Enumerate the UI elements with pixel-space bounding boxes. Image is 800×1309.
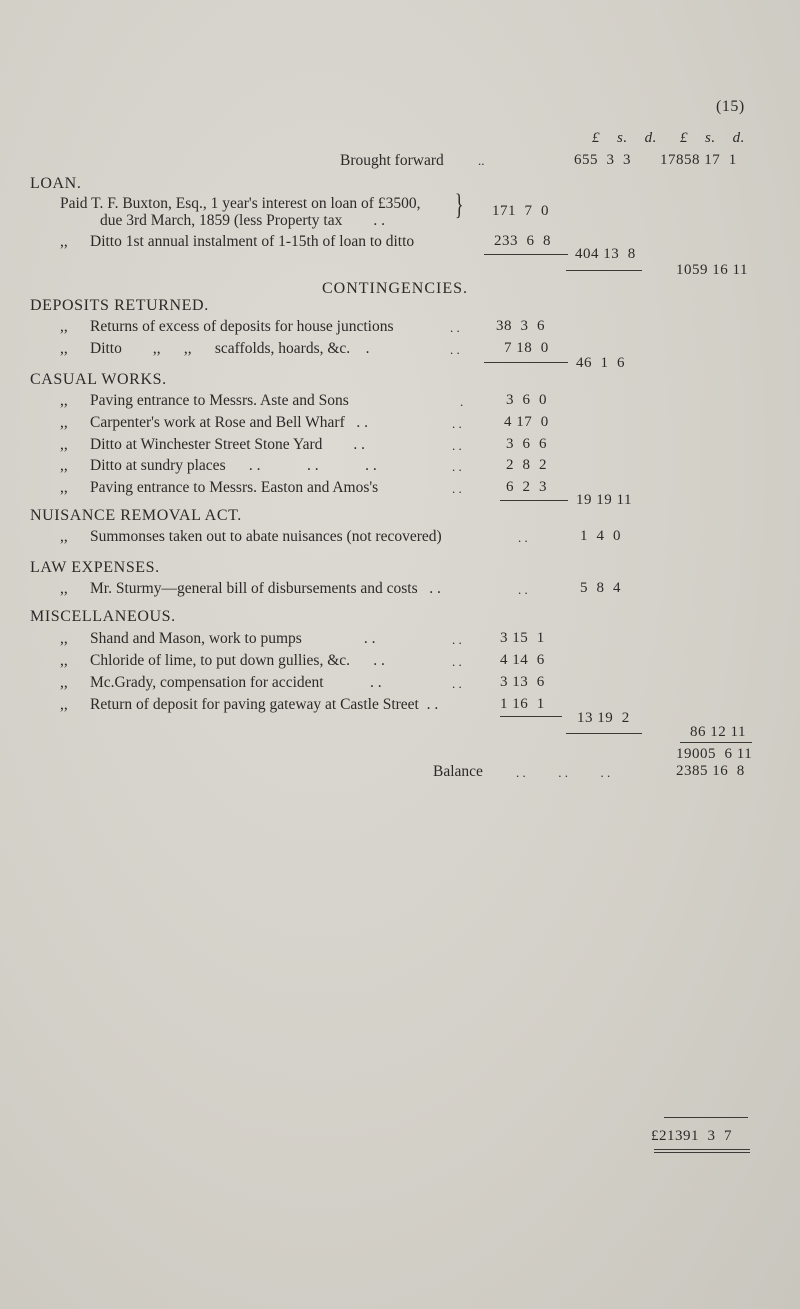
misc-item-amount: 3 15 1 [500,630,545,646]
casual-item-prefix: ,, [60,414,68,431]
grand-sum: 19005 6 11 [676,746,753,762]
brought-forward-dots: .. [478,153,485,168]
misc-item-text: Chloride of lime, to put down gullies, &c. . . [90,652,385,669]
casual-item-text: Carpenter's work at Rose and Bell Wharf . . [90,414,368,431]
sum-rule [680,742,752,743]
misc-item-prefix: ,, [60,630,68,647]
misc-heading: MISCELLANEOUS. [30,608,176,625]
balance-dots: . . . . . . [516,765,611,780]
brace-icon: } [454,188,464,221]
page-number: (15) [716,98,745,115]
casual-subtotal: 19 19 11 [576,492,632,508]
pounds-header: £ [680,130,688,146]
nuisance-amount: 1 4 0 [580,528,621,544]
shillings-header: s. [705,130,716,146]
misc-item-prefix: ,, [60,696,68,713]
deposit-item-text: Returns of excess of deposits for house junctions [90,318,394,335]
deposit-item-text: Ditto ,, ,, scaffolds, hoards, &c. . [90,340,370,357]
nuisance-dots: . . [518,530,528,545]
casual-item-dots: . . [452,438,462,453]
misc-item-dots: . . [452,654,462,669]
inner-column-headers [592,130,657,147]
loan-interest-amount: 171 7 0 [492,203,549,219]
casual-item-text: Ditto at Winchester Street Stone Yard . . [90,436,366,453]
loan-line-1: Paid T. F. Buxton, Esq., 1 year's interest on loan of £3500, [60,195,421,212]
law-dots: . . [518,582,528,597]
contingencies-heading: CONTINGENCIES. [322,280,468,297]
pounds-header: £ [592,130,600,146]
pence-header: d. [644,130,657,146]
loan-line-3-prefix: ,, [60,233,68,250]
brought-forward-label: Brought forward [340,152,444,169]
law-text: Mr. Sturmy—general bill of disbursements and costs . . [90,580,441,597]
casual-item-prefix: ,, [60,457,68,474]
casual-item-amount: 2 8 2 [506,457,547,473]
final-top-rule [664,1117,748,1118]
casual-item-dots: . . [452,416,462,431]
brought-forward-middle: 655 3 3 [574,152,631,168]
law-amount: 5 8 4 [580,580,621,596]
misc-item-amount: 4 14 6 [500,652,545,668]
casual-item-dots: . [460,394,464,409]
loan-subtotal-rule [484,254,568,255]
misc-item-text: Shand and Mason, work to pumps . . [90,630,376,647]
loan-subtotal: 404 13 8 [575,246,636,262]
casual-item-amount: 6 2 3 [506,479,547,495]
deposit-item-dots: . . [450,342,460,357]
loan-heading: LOAN. [30,175,82,192]
misc-item-dots: . . [452,676,462,691]
shillings-header: s. [617,130,628,146]
law-prefix: ,, [60,580,68,597]
misc-item-amount: 1 16 1 [500,696,545,712]
nuisance-heading: NUISANCE REMOVAL ACT. [30,507,242,524]
balance-label: Balance [433,763,483,780]
casual-item-amount: 3 6 6 [506,436,547,452]
loan-line-2: due 3rd March, 1859 (less Property tax . . [100,212,385,229]
outer-column-headers [680,130,745,147]
nuisance-prefix: ,, [60,528,68,545]
misc-total: 86 12 11 [690,724,746,740]
casual-item-amount: 4 17 0 [504,414,549,430]
nuisance-text: Summonses taken out to abate nuisances (not recovered) [90,528,442,545]
balance-amount: 2385 16 8 [676,763,745,779]
deposit-item-amount: 7 18 0 [504,340,549,356]
casual-item-text: Ditto at sundry places . . . . . . [90,457,377,474]
loan-total-rule [566,270,642,271]
casual-item-prefix: ,, [60,392,68,409]
casual-item-amount: 3 6 0 [506,392,547,408]
casual-item-prefix: ,, [60,479,68,496]
misc-item-prefix: ,, [60,652,68,669]
casual-item-prefix: ,, [60,436,68,453]
deposit-item-dots: . . [450,320,460,335]
casual-item-text: Paving entrance to Messrs. Easton and Amos's [90,479,379,496]
loan-total: 1059 16 11 [676,262,748,278]
deposit-item-amount: 38 3 6 [496,318,545,334]
deposits-subtotal-rule [484,362,568,363]
casual-heading: CASUAL WORKS. [30,371,167,388]
casual-item-text: Paving entrance to Messrs. Aste and Sons [90,392,349,409]
final-double-rule-2 [654,1152,750,1153]
pence-header: d. [732,130,745,146]
deposit-item-prefix: ,, [60,318,68,335]
deposit-item-prefix: ,, [60,340,68,357]
casual-subtotal-rule [500,500,568,501]
final-total: £21391 3 7 [651,1128,732,1144]
misc-item-dots: . . [452,632,462,647]
misc-item-text: Return of deposit for paving gateway at Castle Street . . [90,696,439,713]
misc-item-amount: 3 13 6 [500,674,545,690]
deposits-subtotal: 46 1 6 [576,355,625,371]
final-double-rule-1 [654,1149,750,1150]
casual-item-dots: . . [452,459,462,474]
misc-item-prefix: ,, [60,674,68,691]
casual-item-dots: . . [452,481,462,496]
misc-total-rule [566,733,642,734]
loan-line-3: Ditto 1st annual instalment of 1-15th of loan to ditto [90,233,415,250]
deposits-heading: DEPOSITS RETURNED. [30,297,209,314]
loan-instalment-amount: 233 6 8 [494,233,551,249]
brought-forward-total: 17858 17 1 [660,152,737,168]
misc-subtotal-rule [500,716,562,717]
misc-subtotal: 13 19 2 [577,710,630,726]
misc-item-text: Mc.Grady, compensation for accident . . [90,674,382,691]
law-heading: LAW EXPENSES. [30,559,160,576]
